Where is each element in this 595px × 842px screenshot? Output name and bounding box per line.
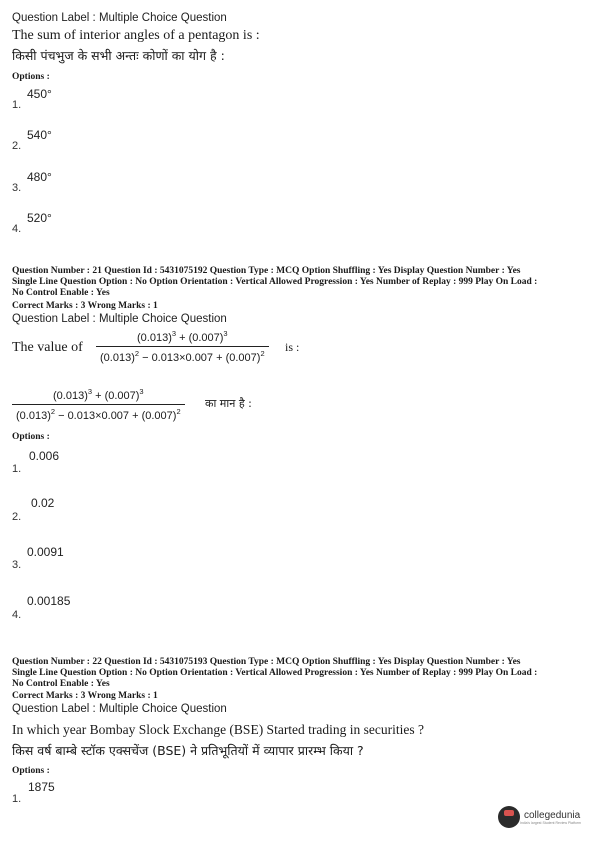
option-text[interactable]: 0.006 xyxy=(29,449,60,463)
brand-name: collegedunia xyxy=(524,809,581,821)
question-label: Question Label : Multiple Choice Question xyxy=(12,703,227,715)
question-text-hi-suffix: का मान है : xyxy=(205,397,252,410)
option-number: 3. xyxy=(12,182,22,194)
option-text[interactable]: 520° xyxy=(27,211,52,225)
question-text-en: The sum of interior angles of a pentagon is : xyxy=(12,28,260,43)
option-number: 4. xyxy=(12,609,22,621)
question-meta: Single Line Question Option : No Option Orientation : Vertical Allowed Progression : Yes Number of Replay : 999 Play On Load : xyxy=(12,668,538,678)
option-text[interactable]: 1875 xyxy=(28,780,55,794)
options-heading: Options : xyxy=(12,766,50,776)
marks-info: Correct Marks : 3 Wrong Marks : 1 xyxy=(12,301,158,311)
collegedunia-logo xyxy=(498,806,581,828)
question-meta: No Control Enable : Yes xyxy=(12,288,110,298)
option-text[interactable]: 0.0091 xyxy=(27,545,64,559)
option-text[interactable]: 480° xyxy=(27,170,52,184)
option-number: 2. xyxy=(12,511,22,523)
option-number: 4. xyxy=(12,223,22,235)
question-label: Question Label : Multiple Choice Question xyxy=(12,12,227,24)
question-text-hi: किसी पंचभुज के सभी अन्तः कोणों का योग है : xyxy=(12,48,225,63)
question-meta: Single Line Question Option : No Option Orientation : Vertical Allowed Progression : Yes Number of Replay : 999 Play On Load : xyxy=(12,277,538,287)
fraction-expression: $\frac{(0.013)^3 + (0.007)^3}{(0.013)^2 - 0.013\times 0.007 + (0.007)^2}$ xyxy=(96,328,269,364)
option-number: 1. xyxy=(12,463,22,475)
fraction-expression-hi: $\frac{(0.013)^3 + (0.007)^3}{(0.013)^2 - 0.013\times 0.007 + (0.007)^2}$ xyxy=(12,386,185,422)
option-text[interactable]: 0.00185 xyxy=(27,594,71,608)
question-text-en-suffix: is : xyxy=(285,340,300,354)
options-heading: Options : xyxy=(12,432,50,442)
option-number: 1. xyxy=(12,99,22,111)
question-meta: No Control Enable : Yes xyxy=(12,679,110,689)
option-number: 3. xyxy=(12,559,22,571)
question-meta: Question Number : 22 Question Id : 5431075193 Question Type : MCQ Option Shuffling : Yes Display Question Number : Yes xyxy=(12,657,521,667)
options-heading: Options : xyxy=(12,72,50,82)
question-text-en-prefix: The value of xyxy=(12,340,83,355)
option-number: 2. xyxy=(12,140,22,152)
marks-info: Correct Marks : 3 Wrong Marks : 1 xyxy=(12,691,158,701)
question-meta: Question Number : 21 Question Id : 5431075192 Question Type : MCQ Option Shuffling : Yes Display Question Number : Yes xyxy=(12,266,521,276)
option-text[interactable]: 540° xyxy=(27,128,52,142)
option-text[interactable]: 450° xyxy=(27,87,52,101)
question-text-en: In which year Bombay Slock Exchange (BSE) Started trading in securities ? xyxy=(12,722,425,737)
question-text-hi: किस वर्ष बाम्बे स्टॉक एक्सचेंज (BSE) ने प्रतिभूतियों में व्यापार प्रारम्भ किया ? xyxy=(12,743,364,758)
option-number: 1. xyxy=(12,793,22,805)
option-text[interactable]: 0.02 xyxy=(31,496,55,510)
question-label: Question Label : Multiple Choice Question xyxy=(12,313,227,325)
brand-tagline: India's largest Student Review Platform xyxy=(520,820,581,825)
graduate-cap-icon xyxy=(498,806,520,828)
